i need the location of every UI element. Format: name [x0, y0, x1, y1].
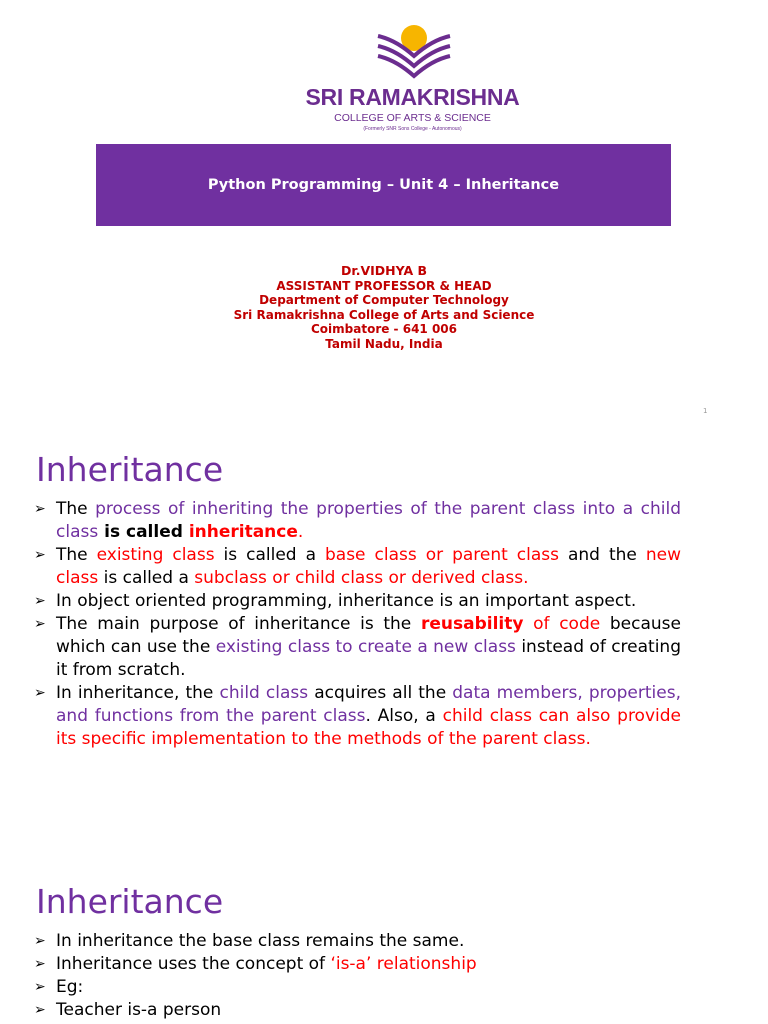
author-block: [0, 264, 768, 352]
list-item: [34, 976, 681, 999]
text-run: .: [297, 522, 304, 542]
text-run: The: [56, 545, 97, 565]
content-slide: [0, 834, 768, 1024]
text-run: child class: [219, 683, 309, 703]
list-item: [34, 590, 681, 613]
text-run: is called a: [98, 568, 195, 588]
text-run: . Also, a: [365, 706, 443, 726]
arrow-bullet-icon: ➢: [34, 501, 46, 517]
title-banner: Python Programming – Unit 4 – Inheritance: [96, 144, 671, 226]
bullet-list: [34, 930, 681, 1022]
text-run: Eg:: [56, 977, 84, 997]
text-run: child class can also provide its specific implementation to the methods of the parent class.: [56, 706, 681, 749]
text-run: is called a: [214, 545, 325, 565]
arrow-bullet-icon: ➢: [34, 979, 46, 995]
author-line: Coimbatore - 641 006: [310, 322, 457, 337]
list-item: [34, 953, 681, 976]
text-run: The: [56, 499, 96, 519]
text-run: is called: [98, 522, 189, 542]
text-run: of code: [523, 614, 601, 634]
arrow-bullet-icon: ➢: [34, 616, 46, 632]
college-logo: [300, 22, 525, 134]
list-item: [34, 613, 681, 682]
author-line: Department of Computer Technology: [259, 293, 509, 308]
text-run: subclass or child class or derived class.: [194, 568, 529, 588]
text-run: because which can use the: [56, 614, 681, 657]
title-slide: [0, 0, 768, 430]
text-run: instead of creating it from scratch.: [56, 637, 682, 680]
content-slide: [0, 432, 768, 832]
text-run: reusability: [420, 614, 524, 634]
text-run: The main purpose of inheritance is the: [56, 614, 421, 634]
text-run: In object oriented programming, inheritance is an important aspect.: [56, 591, 637, 611]
text-run: and the: [559, 545, 646, 565]
arrow-bullet-icon: ➢: [34, 593, 46, 609]
text-run: acquires all the: [308, 683, 453, 703]
author-line: Tamil Nadu, India: [325, 336, 443, 351]
bullet-list: [34, 498, 681, 751]
text-run: new class: [56, 545, 681, 588]
text-run: Teacher is-a person: [56, 1000, 222, 1020]
text-run: existing class: [96, 545, 215, 565]
slide-heading: Inheritance: [36, 450, 224, 489]
text-run: process of inheriting the properties of the parent class into a child class: [56, 499, 681, 542]
arrow-bullet-icon: ➢: [34, 547, 46, 563]
list-item: [34, 930, 681, 953]
author-line: ASSISTANT PROFESSOR & HEAD: [276, 278, 492, 293]
text-run: existing class to create a new class: [215, 637, 516, 657]
list-item: [34, 682, 681, 751]
arrow-bullet-icon: ➢: [34, 933, 46, 949]
author-name: Dr.VIDHYA B: [340, 263, 428, 278]
arrow-bullet-icon: ➢: [34, 956, 46, 972]
logo-note: (Formerly SNR Sons College - Autonomous): [363, 126, 462, 132]
list-item: [34, 999, 681, 1022]
text-run: In inheritance the base class remains the same.: [56, 931, 465, 951]
text-run: Inheritance uses the concept of: [56, 954, 331, 974]
list-item: [34, 544, 681, 590]
logo-title: SRI RAMAKRISHNA: [305, 84, 520, 110]
author-line: Sri Ramakrishna College of Arts and Science: [233, 307, 535, 322]
arrow-bullet-icon: ➢: [34, 685, 46, 701]
arrow-bullet-icon: ➢: [34, 1002, 46, 1018]
list-item: [34, 498, 681, 544]
text-run: ‘is-a’ relationship: [330, 954, 477, 974]
text-run: data members, properties, and functions from the parent class: [56, 683, 681, 726]
slide-heading: Inheritance: [36, 882, 224, 921]
text-run: inheritance: [188, 522, 298, 542]
text-run: base class or parent class: [324, 545, 559, 565]
logo-subtitle: COLLEGE OF ARTS & SCIENCE: [334, 112, 491, 124]
page-number: 1: [703, 407, 708, 415]
open-book-sun-icon: [374, 22, 454, 82]
text-run: In inheritance, the: [56, 683, 220, 703]
